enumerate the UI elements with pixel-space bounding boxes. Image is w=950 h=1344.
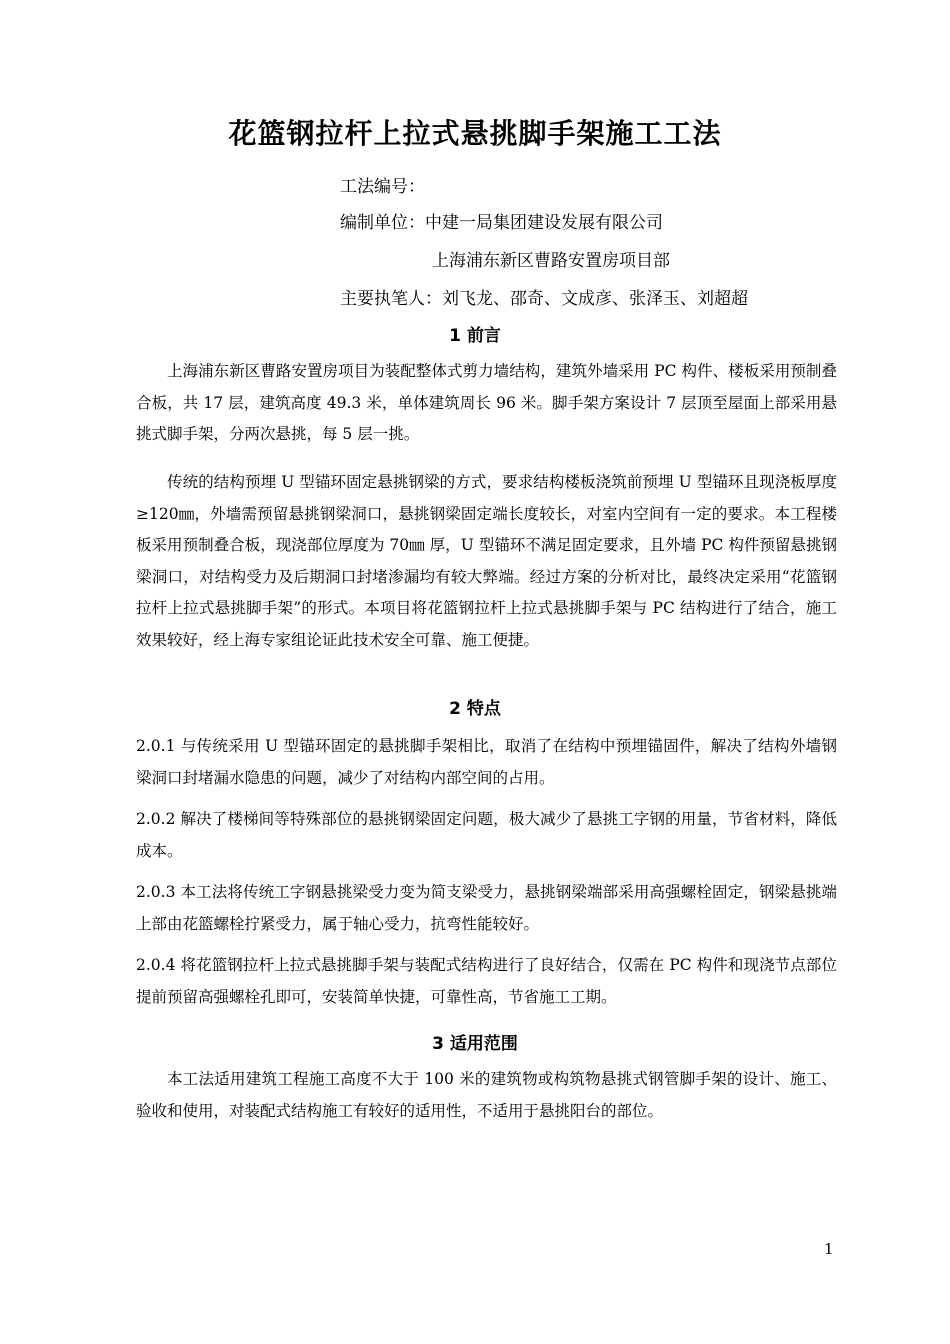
- page-number: 1: [824, 1240, 834, 1258]
- preface-paragraph-2: 传统的结构预埋 U 型锚环固定悬挑钢梁的方式，要求结构楼板浇筑前预埋 U 型锚环且现浇板厚度≥120㎜，外墙需预留悬挑钢梁洞口，悬挑钢梁固定端长度较长，对室内空间有一定的要求。本工程楼板采用预制叠合板，现浇部位厚度为 70㎜ 厚，U 型锚环不满足固定要求，且外墙 PC 构件预留悬挑钢梁洞口，对结构受力及后期洞口封堵渗漏均有较大弊端。经过方案的分析对比，最终决定采用“花篮钢拉杆上拉式悬挑脚手架”的形式。本项目将花篮钢拉杆上拉式悬挑脚手架与 PC 结构进行了结合，施工效果较好，经上海专家组论证此技术安全可靠、施工便捷。: [136, 473, 837, 649]
- main-authors: 主要执笔人：刘飞龙、邵奇、文成彦、张泽玉、刘超超: [340, 289, 748, 309]
- section-heading-preface: 1 前言: [449, 326, 501, 346]
- scope-paragraph: 本工法适用建筑工程施工高度不大于 100 米的建筑物或构筑物悬挑式钢管脚手架的设计、施工、验收和使用，对装配式结构施工有较好的适用性，不适用于悬挑阳台的部位。: [136, 1070, 837, 1120]
- feature-item-2-0-1: 2.0.1 与传统采用 U 型锚环固定的悬挑脚手架相比，取消了在结构中预埋锚固件，解决了结构外墙钢梁洞口封堵漏水隐患的问题，减少了对结构内部空间的占用。: [136, 737, 837, 787]
- compiling-unit-department: 上海浦东新区曹路安置房项目部: [432, 251, 670, 271]
- feature-item-2-0-4: 2.0.4 将花篮钢拉杆上拉式悬挑脚手架与装配式结构进行了良好结合，仅需在 PC 构件和现浇节点部位提前预留高强螺栓孔即可，安装简单快捷，可靠性高，节省施工工期。: [136, 956, 837, 1006]
- document-title: 花篮钢拉杆上拉式悬挑脚手架施工工法: [228, 117, 722, 150]
- preface-paragraph-1: 上海浦东新区曹路安置房项目为装配整体式剪力墙结构，建筑外墙采用 PC 构件、楼板采用预制叠合板，共 17 层，建筑高度 49.3 米，单体建筑周长 96 米。脚手架方案设计 7 层顶至屋面上部采用悬挑式脚手架，分两次悬挑，每 5 层一挑。: [136, 362, 837, 443]
- method-code-label: 工法编号：: [340, 177, 425, 197]
- section-heading-features: 2 特点: [449, 699, 501, 719]
- feature-item-2-0-2: 2.0.2 解决了楼梯间等特殊部位的悬挑钢梁固定问题，极大减少了悬挑工字钢的用量，节省材料，降低成本。: [136, 810, 837, 860]
- compiling-unit: 编制单位：中建一局集团建设发展有限公司: [340, 213, 663, 233]
- section-heading-scope: 3 适用范围: [432, 1034, 518, 1054]
- feature-item-2-0-3: 2.0.3 本工法将传统工字钢悬挑梁受力变为简支梁受力，悬挑钢梁端部采用高强螺栓固定，钢梁悬挑端上部由花篮螺栓拧紧受力，属于轴心受力，抗弯性能较好。: [136, 883, 837, 933]
